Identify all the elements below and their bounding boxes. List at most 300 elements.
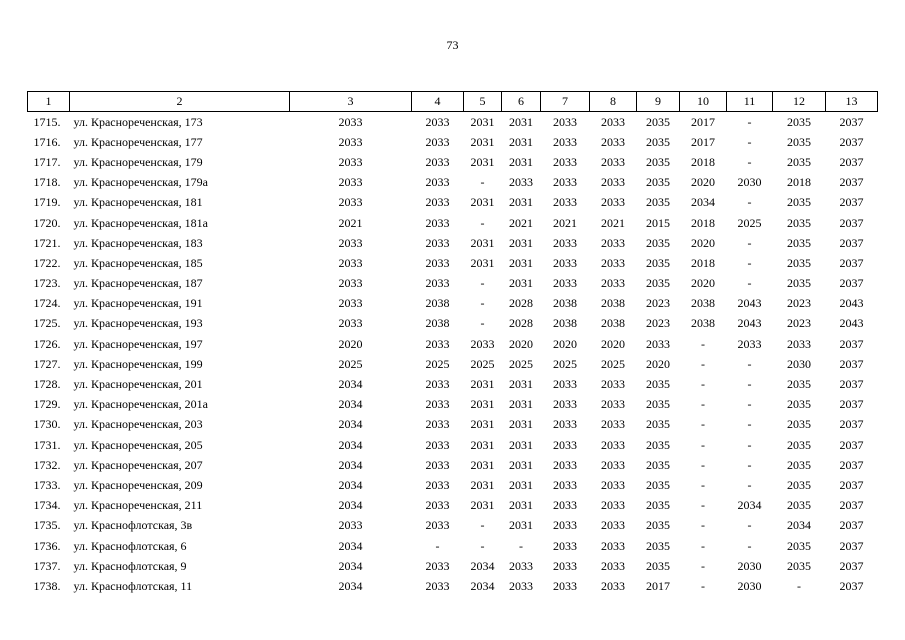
year-cell: 2033 xyxy=(338,316,363,331)
year-cell: 2031 xyxy=(470,134,495,149)
year-cell: 2025 xyxy=(470,356,495,371)
year-cell: - xyxy=(701,417,705,432)
address-cell: ул. Краснореченская, 199 xyxy=(73,356,203,371)
column-header-12: 12 xyxy=(773,92,826,112)
table-row xyxy=(28,536,878,556)
year-cell: 2043 xyxy=(737,316,762,331)
year-cell: 2034 xyxy=(470,558,495,573)
year-cell: 2037 xyxy=(839,114,864,129)
year-cell: 2037 xyxy=(839,154,864,169)
row-number-cell: 1717. xyxy=(33,154,61,169)
year-cell: - xyxy=(701,397,705,412)
year-cell: - xyxy=(701,498,705,513)
column-header-2: 2 xyxy=(70,92,290,112)
year-cell: 2031 xyxy=(509,518,533,533)
year-cell: 2017 xyxy=(691,134,715,149)
year-cell: 2033 xyxy=(601,558,625,573)
address-cell: ул. Краснореченская, 191 xyxy=(73,296,203,311)
table-row xyxy=(28,233,878,253)
year-cell: 2021 xyxy=(553,215,577,230)
year-cell: 2033 xyxy=(338,154,363,169)
year-cell: 2033 xyxy=(553,195,577,210)
year-cell: 2035 xyxy=(646,457,670,472)
year-cell: 2035 xyxy=(787,498,811,513)
year-cell: 2033 xyxy=(601,477,625,492)
year-cell: 2021 xyxy=(509,215,533,230)
table-row xyxy=(28,334,878,354)
column-header-11: 11 xyxy=(727,92,773,112)
column-header-6: 6 xyxy=(502,92,541,112)
year-cell: 2037 xyxy=(839,578,864,593)
year-cell: 2034 xyxy=(787,518,811,533)
year-cell: 2031 xyxy=(509,154,533,169)
year-cell: 2033 xyxy=(509,175,533,190)
year-cell: 2023 xyxy=(646,316,670,331)
year-cell: 2035 xyxy=(787,397,811,412)
year-cell: 2035 xyxy=(646,255,670,270)
year-cell: - xyxy=(747,477,752,492)
year-cell: 2037 xyxy=(839,195,864,210)
column-header-4: 4 xyxy=(412,92,464,112)
year-cell: 2023 xyxy=(646,296,670,311)
year-cell: 2035 xyxy=(787,558,811,573)
year-cell: - xyxy=(480,518,485,533)
year-cell: - xyxy=(747,235,752,250)
year-cell: 2031 xyxy=(509,114,533,129)
address-cell: ул. Краснореченская, 197 xyxy=(73,336,203,351)
table-row xyxy=(28,435,878,455)
year-cell: 2035 xyxy=(787,377,811,392)
year-cell: 2035 xyxy=(787,477,811,492)
year-cell: 2034 xyxy=(338,477,363,492)
year-cell: 2034 xyxy=(338,397,363,412)
year-cell: 2037 xyxy=(839,437,864,452)
year-cell: - xyxy=(747,538,752,553)
year-cell: 2037 xyxy=(839,255,864,270)
table-row xyxy=(28,132,878,152)
year-cell: 2033 xyxy=(553,518,577,533)
year-cell: 2034 xyxy=(737,498,762,513)
year-cell: - xyxy=(701,538,705,553)
year-cell: 2034 xyxy=(338,437,363,452)
row-number-cell: 1737. xyxy=(33,558,61,573)
row-number-cell: 1727. xyxy=(33,356,61,371)
year-cell: 2023 xyxy=(787,296,811,311)
address-cell: ул. Краснофлотская, 6 xyxy=(73,538,187,553)
row-number-cell: 1738. xyxy=(33,578,61,593)
year-cell: - xyxy=(435,538,440,553)
year-cell: - xyxy=(701,518,705,533)
year-cell: 2038 xyxy=(553,316,577,331)
year-cell: 2035 xyxy=(646,538,670,553)
table-row xyxy=(28,152,878,172)
year-cell: 2035 xyxy=(787,215,811,230)
year-cell: 2035 xyxy=(646,417,670,432)
address-cell: ул. Краснореченская, 207 xyxy=(73,457,203,472)
column-header-5: 5 xyxy=(464,92,502,112)
row-number-cell: 1716. xyxy=(33,134,61,149)
row-number-cell: 1723. xyxy=(33,276,61,291)
year-cell: 2035 xyxy=(646,377,670,392)
table-row xyxy=(28,576,878,596)
address-cell: ул. Краснореченская, 181 xyxy=(73,195,203,210)
row-number-cell: 1726. xyxy=(33,336,61,351)
year-cell: 2030 xyxy=(737,175,762,190)
table-row xyxy=(28,173,878,193)
table-row xyxy=(28,374,878,394)
table-row xyxy=(28,314,878,334)
year-cell: - xyxy=(747,195,752,210)
column-header-7: 7 xyxy=(541,92,590,112)
year-cell: 2033 xyxy=(553,498,577,513)
year-cell: 2037 xyxy=(839,538,864,553)
table-row xyxy=(28,395,878,415)
year-cell: 2035 xyxy=(787,195,811,210)
year-cell: 2033 xyxy=(601,457,625,472)
year-cell: 2033 xyxy=(553,558,577,573)
year-cell: 2017 xyxy=(691,114,715,129)
year-cell: 2033 xyxy=(601,397,625,412)
year-cell: 2033 xyxy=(601,498,625,513)
year-cell: 2031 xyxy=(509,498,533,513)
year-cell: 2033 xyxy=(553,134,577,149)
year-cell: 2028 xyxy=(509,316,533,331)
year-cell: 2033 xyxy=(553,538,577,553)
address-cell: ул. Краснореченская, 201а xyxy=(73,397,208,412)
year-cell: 2033 xyxy=(553,437,577,452)
year-cell: 2033 xyxy=(601,154,625,169)
year-cell: 2031 xyxy=(470,114,495,129)
address-cell: ул. Краснофлотская, 11 xyxy=(73,578,193,593)
address-cell: ул. Краснореченская, 183 xyxy=(73,235,203,250)
year-cell: 2033 xyxy=(553,114,577,129)
year-cell: - xyxy=(480,296,485,311)
address-cell: ул. Краснофлотская, 3в xyxy=(73,518,193,533)
year-cell: 2038 xyxy=(691,316,715,331)
table-row xyxy=(28,253,878,273)
year-cell: 2025 xyxy=(425,356,450,371)
year-cell: - xyxy=(480,538,485,553)
table-row xyxy=(28,354,878,374)
year-cell: 2035 xyxy=(646,477,670,492)
year-cell: 2035 xyxy=(787,255,811,270)
year-cell: 2033 xyxy=(553,175,577,190)
year-cell: 2033 xyxy=(338,235,363,250)
year-cell: 2033 xyxy=(425,215,450,230)
year-cell: 2035 xyxy=(646,276,670,291)
year-cell: 2033 xyxy=(338,255,363,270)
year-cell: 2034 xyxy=(338,498,363,513)
year-cell: 2031 xyxy=(509,276,533,291)
year-cell: 2033 xyxy=(601,437,625,452)
address-cell: ул. Краснореченская, 181а xyxy=(73,215,208,230)
address-cell: ул. Краснореченская, 193 xyxy=(73,316,203,331)
year-cell: 2035 xyxy=(646,558,670,573)
year-cell: 2031 xyxy=(509,417,533,432)
year-cell: 2037 xyxy=(839,477,864,492)
year-cell: 2025 xyxy=(509,356,533,371)
year-cell: 2033 xyxy=(601,417,625,432)
year-cell: 2031 xyxy=(470,377,495,392)
year-cell: 2037 xyxy=(839,397,864,412)
row-number-cell: 1728. xyxy=(33,377,61,392)
row-number-cell: 1718. xyxy=(33,175,61,190)
year-cell: 2033 xyxy=(425,377,450,392)
year-cell: 2028 xyxy=(509,296,533,311)
year-cell: 2037 xyxy=(839,457,864,472)
year-cell: 2018 xyxy=(787,175,811,190)
year-cell: - xyxy=(747,518,752,533)
year-cell: 2037 xyxy=(839,417,864,432)
year-cell: 2031 xyxy=(470,498,495,513)
year-cell: 2031 xyxy=(470,417,495,432)
year-cell: 2031 xyxy=(509,477,533,492)
year-cell: 2035 xyxy=(646,518,670,533)
year-cell: 2035 xyxy=(646,235,670,250)
address-cell: ул. Краснореченская, 209 xyxy=(73,477,203,492)
year-cell: 2033 xyxy=(425,437,450,452)
year-cell: 2021 xyxy=(338,215,363,230)
year-cell: 2037 xyxy=(839,134,864,149)
year-cell: 2018 xyxy=(691,215,715,230)
year-cell: 2031 xyxy=(509,235,533,250)
table-row xyxy=(28,415,878,435)
year-cell: 2033 xyxy=(787,336,811,351)
table-row xyxy=(28,516,878,536)
year-cell: 2033 xyxy=(425,175,450,190)
year-cell: 2033 xyxy=(601,377,625,392)
address-cell: ул. Краснореченская, 179 xyxy=(73,154,203,169)
schedule-table xyxy=(27,91,878,597)
year-cell: 2033 xyxy=(425,276,450,291)
year-cell: 2038 xyxy=(425,316,450,331)
row-number-cell: 1721. xyxy=(33,235,61,250)
year-cell: 2043 xyxy=(737,296,762,311)
row-number-cell: 1724. xyxy=(33,296,61,311)
year-cell: 2030 xyxy=(737,558,762,573)
year-cell: 2033 xyxy=(601,578,625,593)
year-cell: 2015 xyxy=(646,215,670,230)
row-number-cell: 1731. xyxy=(33,437,61,452)
year-cell: 2033 xyxy=(553,235,577,250)
year-cell: 2031 xyxy=(470,437,495,452)
year-cell: 2037 xyxy=(839,235,864,250)
year-cell: 2035 xyxy=(646,437,670,452)
year-cell: - xyxy=(701,558,705,573)
year-cell: 2033 xyxy=(338,296,363,311)
year-cell: 2033 xyxy=(425,457,450,472)
year-cell: 2025 xyxy=(601,356,625,371)
year-cell: - xyxy=(701,437,705,452)
year-cell: 2017 xyxy=(646,578,670,593)
year-cell: 2038 xyxy=(425,296,450,311)
year-cell: 2031 xyxy=(470,235,495,250)
year-cell: - xyxy=(747,377,752,392)
year-cell: 2033 xyxy=(338,518,363,533)
year-cell: 2033 xyxy=(601,235,625,250)
year-cell: 2037 xyxy=(839,215,864,230)
column-header-9: 9 xyxy=(637,92,680,112)
row-number-cell: 1722. xyxy=(33,255,61,270)
year-cell: 2035 xyxy=(646,397,670,412)
year-cell: 2033 xyxy=(425,498,450,513)
year-cell: 2035 xyxy=(787,457,811,472)
year-cell: 2033 xyxy=(425,477,450,492)
year-cell: 2037 xyxy=(839,518,864,533)
year-cell: 2020 xyxy=(691,276,715,291)
row-number-cell: 1736. xyxy=(33,538,61,553)
table-row xyxy=(28,193,878,213)
year-cell: 2033 xyxy=(601,538,625,553)
address-cell: ул. Краснореченская, 179а xyxy=(73,175,208,190)
year-cell: 2033 xyxy=(425,114,450,129)
year-cell: 2033 xyxy=(553,154,577,169)
year-cell: 2033 xyxy=(601,114,625,129)
year-cell: 2037 xyxy=(839,558,864,573)
year-cell: 2033 xyxy=(425,235,450,250)
year-cell: - xyxy=(747,134,752,149)
year-cell: 2033 xyxy=(425,397,450,412)
table-row xyxy=(28,112,878,133)
row-number-cell: 1719. xyxy=(33,195,61,210)
year-cell: 2038 xyxy=(553,296,577,311)
column-header-10: 10 xyxy=(680,92,727,112)
year-cell: 2033 xyxy=(737,336,762,351)
year-cell: 2033 xyxy=(338,175,363,190)
table-row xyxy=(28,496,878,516)
year-cell: 2020 xyxy=(601,336,625,351)
row-number-cell: 1734. xyxy=(33,498,61,513)
year-cell: 2033 xyxy=(553,477,577,492)
year-cell: 2035 xyxy=(646,498,670,513)
year-cell: 2033 xyxy=(425,154,450,169)
year-cell: - xyxy=(747,417,752,432)
address-cell: ул. Краснореченская, 177 xyxy=(73,134,203,149)
year-cell: 2033 xyxy=(338,134,363,149)
address-cell: ул. Краснореченская, 211 xyxy=(73,498,203,513)
row-number-cell: 1715. xyxy=(33,114,61,129)
year-cell: 2035 xyxy=(646,154,670,169)
year-cell: 2035 xyxy=(787,114,811,129)
year-cell: 2033 xyxy=(553,377,577,392)
year-cell: 2031 xyxy=(470,477,495,492)
year-cell: - xyxy=(747,397,752,412)
year-cell: 2033 xyxy=(646,336,670,351)
year-cell: 2043 xyxy=(839,296,864,311)
year-cell: 2033 xyxy=(470,336,495,351)
year-cell: 2033 xyxy=(425,134,450,149)
year-cell: - xyxy=(480,175,485,190)
year-cell: 2030 xyxy=(737,578,762,593)
table-row xyxy=(28,274,878,294)
year-cell: 2033 xyxy=(553,255,577,270)
year-cell: 2035 xyxy=(787,538,811,553)
table-body xyxy=(28,112,878,597)
year-cell: 2033 xyxy=(425,336,450,351)
row-number-cell: 1729. xyxy=(33,397,61,412)
address-cell: ул. Краснореченская, 205 xyxy=(73,437,203,452)
year-cell: 2031 xyxy=(470,457,495,472)
year-cell: 2035 xyxy=(646,114,670,129)
year-cell: 2037 xyxy=(839,175,864,190)
year-cell: - xyxy=(747,437,752,452)
address-cell: ул. Краснореченская, 185 xyxy=(73,255,203,270)
year-cell: - xyxy=(747,276,752,291)
year-cell: 2033 xyxy=(425,578,450,593)
row-number-cell: 1730. xyxy=(33,417,61,432)
row-number-cell: 1720. xyxy=(33,215,61,230)
year-cell: 2033 xyxy=(338,114,363,129)
year-cell: 2031 xyxy=(470,255,495,270)
year-cell: - xyxy=(797,578,801,593)
table-row xyxy=(28,213,878,233)
column-header-8: 8 xyxy=(590,92,637,112)
year-cell: 2031 xyxy=(509,195,533,210)
year-cell: 2021 xyxy=(601,215,625,230)
year-cell: 2035 xyxy=(787,417,811,432)
year-cell: 2033 xyxy=(601,276,625,291)
year-cell: 2035 xyxy=(646,175,670,190)
year-cell: 2023 xyxy=(787,316,811,331)
year-cell: - xyxy=(747,255,752,270)
year-cell: 2038 xyxy=(601,316,625,331)
column-header-13: 13 xyxy=(826,92,878,112)
year-cell: 2037 xyxy=(839,276,864,291)
year-cell: - xyxy=(701,477,705,492)
year-cell: - xyxy=(701,578,705,593)
year-cell: 2034 xyxy=(338,417,363,432)
year-cell: 2035 xyxy=(787,437,811,452)
year-cell: 2034 xyxy=(338,457,363,472)
address-cell: ул. Краснореченская, 203 xyxy=(73,417,203,432)
year-cell: 2031 xyxy=(470,154,495,169)
year-cell: 2034 xyxy=(470,578,495,593)
table-row xyxy=(28,455,878,475)
year-cell: - xyxy=(519,538,523,553)
year-cell: - xyxy=(701,377,705,392)
year-cell: - xyxy=(747,154,752,169)
year-cell: 2025 xyxy=(338,356,363,371)
year-cell: 2031 xyxy=(470,397,495,412)
year-cell: 2025 xyxy=(553,356,577,371)
table-row xyxy=(28,294,878,314)
row-number-cell: 1735. xyxy=(33,518,61,533)
year-cell: - xyxy=(480,276,485,291)
year-cell: 2038 xyxy=(601,296,625,311)
year-cell: 2035 xyxy=(787,276,811,291)
year-cell: 2020 xyxy=(338,336,363,351)
year-cell: 2031 xyxy=(509,397,533,412)
year-cell: 2033 xyxy=(553,276,577,291)
year-cell: 2020 xyxy=(509,336,533,351)
year-cell: 2033 xyxy=(509,578,533,593)
row-number-cell: 1732. xyxy=(33,457,61,472)
year-cell: - xyxy=(701,356,705,371)
year-cell: 2033 xyxy=(509,558,533,573)
page-number: 73 xyxy=(446,38,459,52)
year-cell: 2031 xyxy=(509,134,533,149)
table-row xyxy=(28,556,878,576)
year-cell: - xyxy=(747,457,752,472)
year-cell: 2033 xyxy=(601,175,625,190)
year-cell: 2043 xyxy=(839,316,864,331)
year-cell: 2018 xyxy=(691,255,715,270)
year-cell: - xyxy=(480,316,485,331)
year-cell: 2034 xyxy=(338,538,363,553)
year-cell: 2031 xyxy=(509,377,533,392)
year-cell: 2031 xyxy=(509,437,533,452)
year-cell: 2033 xyxy=(553,578,577,593)
